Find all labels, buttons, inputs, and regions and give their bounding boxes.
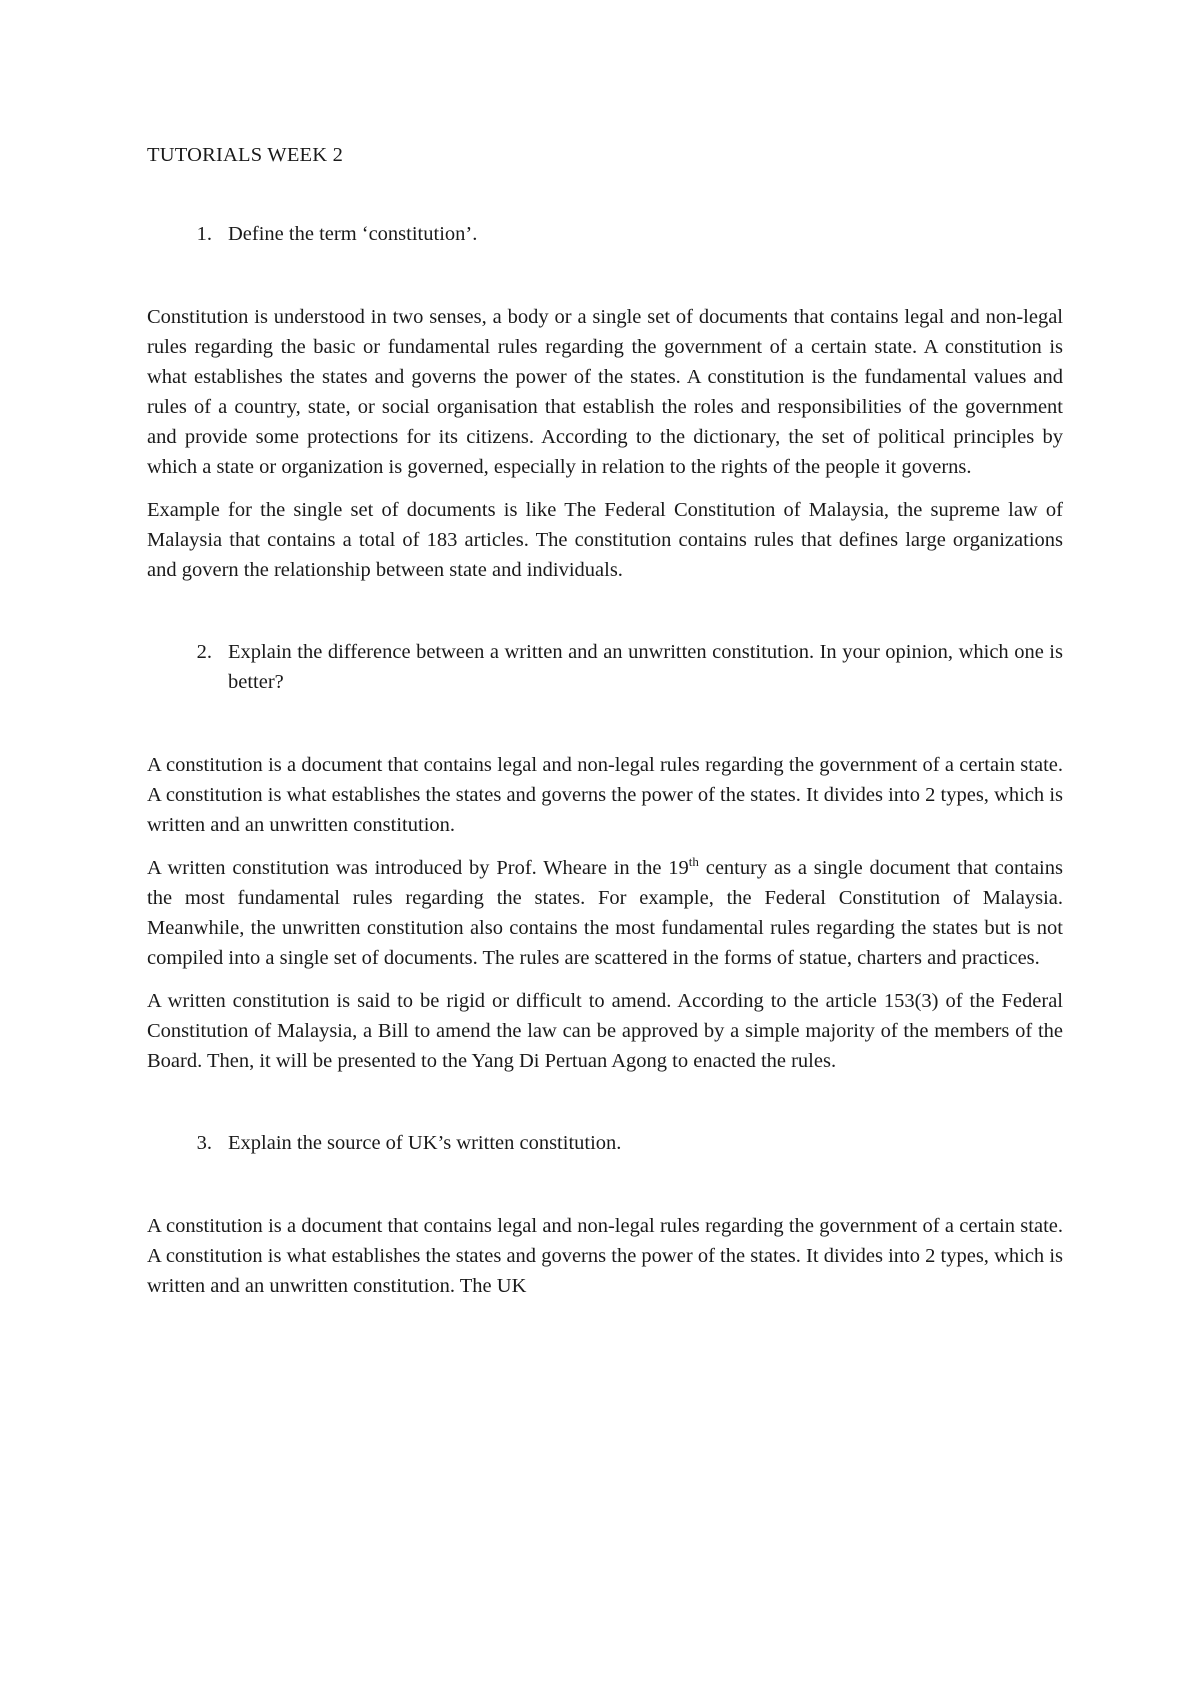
- question-text: Define the term ‘constitution’.: [228, 223, 478, 245]
- question-number: 2.: [196, 641, 212, 663]
- answer-paragraph: [147, 853, 1063, 973]
- answer-text-fragment: century as a single document that contains the most fundamental rules regarding the states. For example, the Federal Constitution of Malaysia. Meanwhile, the unwritten constitution also contains the most fundamental rules regarding the states but is not compiled into a single set of documents. The rules are scattered in the forms of statue, charters and practices.: [147, 857, 1063, 969]
- question-3: [147, 1128, 1063, 1158]
- answer-paragraph: A constitution is a document that contains legal and non-legal rules regarding the government of a certain state. A constitution is what establishes the states and governs the power of the states. It divides into 2 types, which is written and an unwritten constitution.: [147, 754, 1063, 836]
- document-body: [147, 140, 1063, 1301]
- answer-paragraph: A written constitution is said to be rigid or difficult to amend. According to the article 153(3) of the Federal Constitution of Malaysia, a Bill to amend the law can be approved by a simple majority of the members of the Board. Then, it will be presented to the Yang Di Pertuan Agong to enacted the rules.: [147, 990, 1063, 1072]
- question-number: 1.: [196, 223, 212, 245]
- ordinal-superscript: th: [688, 854, 699, 870]
- answer-text-fragment: A written constitution was introduced by Prof. Wheare in the 19: [147, 857, 689, 879]
- question-1: [147, 219, 1063, 249]
- question-2: [147, 637, 1063, 697]
- question-text: Explain the difference between a written and an unwritten constitution. In your opinion, which one is better?: [228, 641, 1063, 693]
- document-title: TUTORIALS WEEK 2: [147, 144, 344, 166]
- answer-paragraph: Example for the single set of documents is like The Federal Constitution of Malaysia, the supreme law of Malaysia that contains a total of 183 articles. The constitution contains rules that defines large organizations and govern the relationship between state and individuals.: [147, 499, 1063, 581]
- question-number: 3.: [196, 1132, 212, 1154]
- answer-paragraph: A constitution is a document that contains legal and non-legal rules regarding the government of a certain state. A constitution is what establishes the states and governs the power of the states. It divides into 2 types, which is written and an unwritten constitution. The UK: [147, 1215, 1063, 1297]
- question-text: Explain the source of UK’s written constitution.: [228, 1132, 622, 1154]
- answer-paragraph: Constitution is understood in two senses, a body or a single set of documents that contains legal and non-legal rules regarding the basic or fundamental rules regarding the government of a certain state. A constitution is what establishes the states and governs the power of the states. A constitution is the fundamental values and rules of a country, state, or social organisation that establish the roles and responsibilities of the government and provide some protections for its citizens. According to the dictionary, the set of political principles by which a state or organization is governed, especially in relation to the rights of the people it governs.: [147, 306, 1063, 478]
